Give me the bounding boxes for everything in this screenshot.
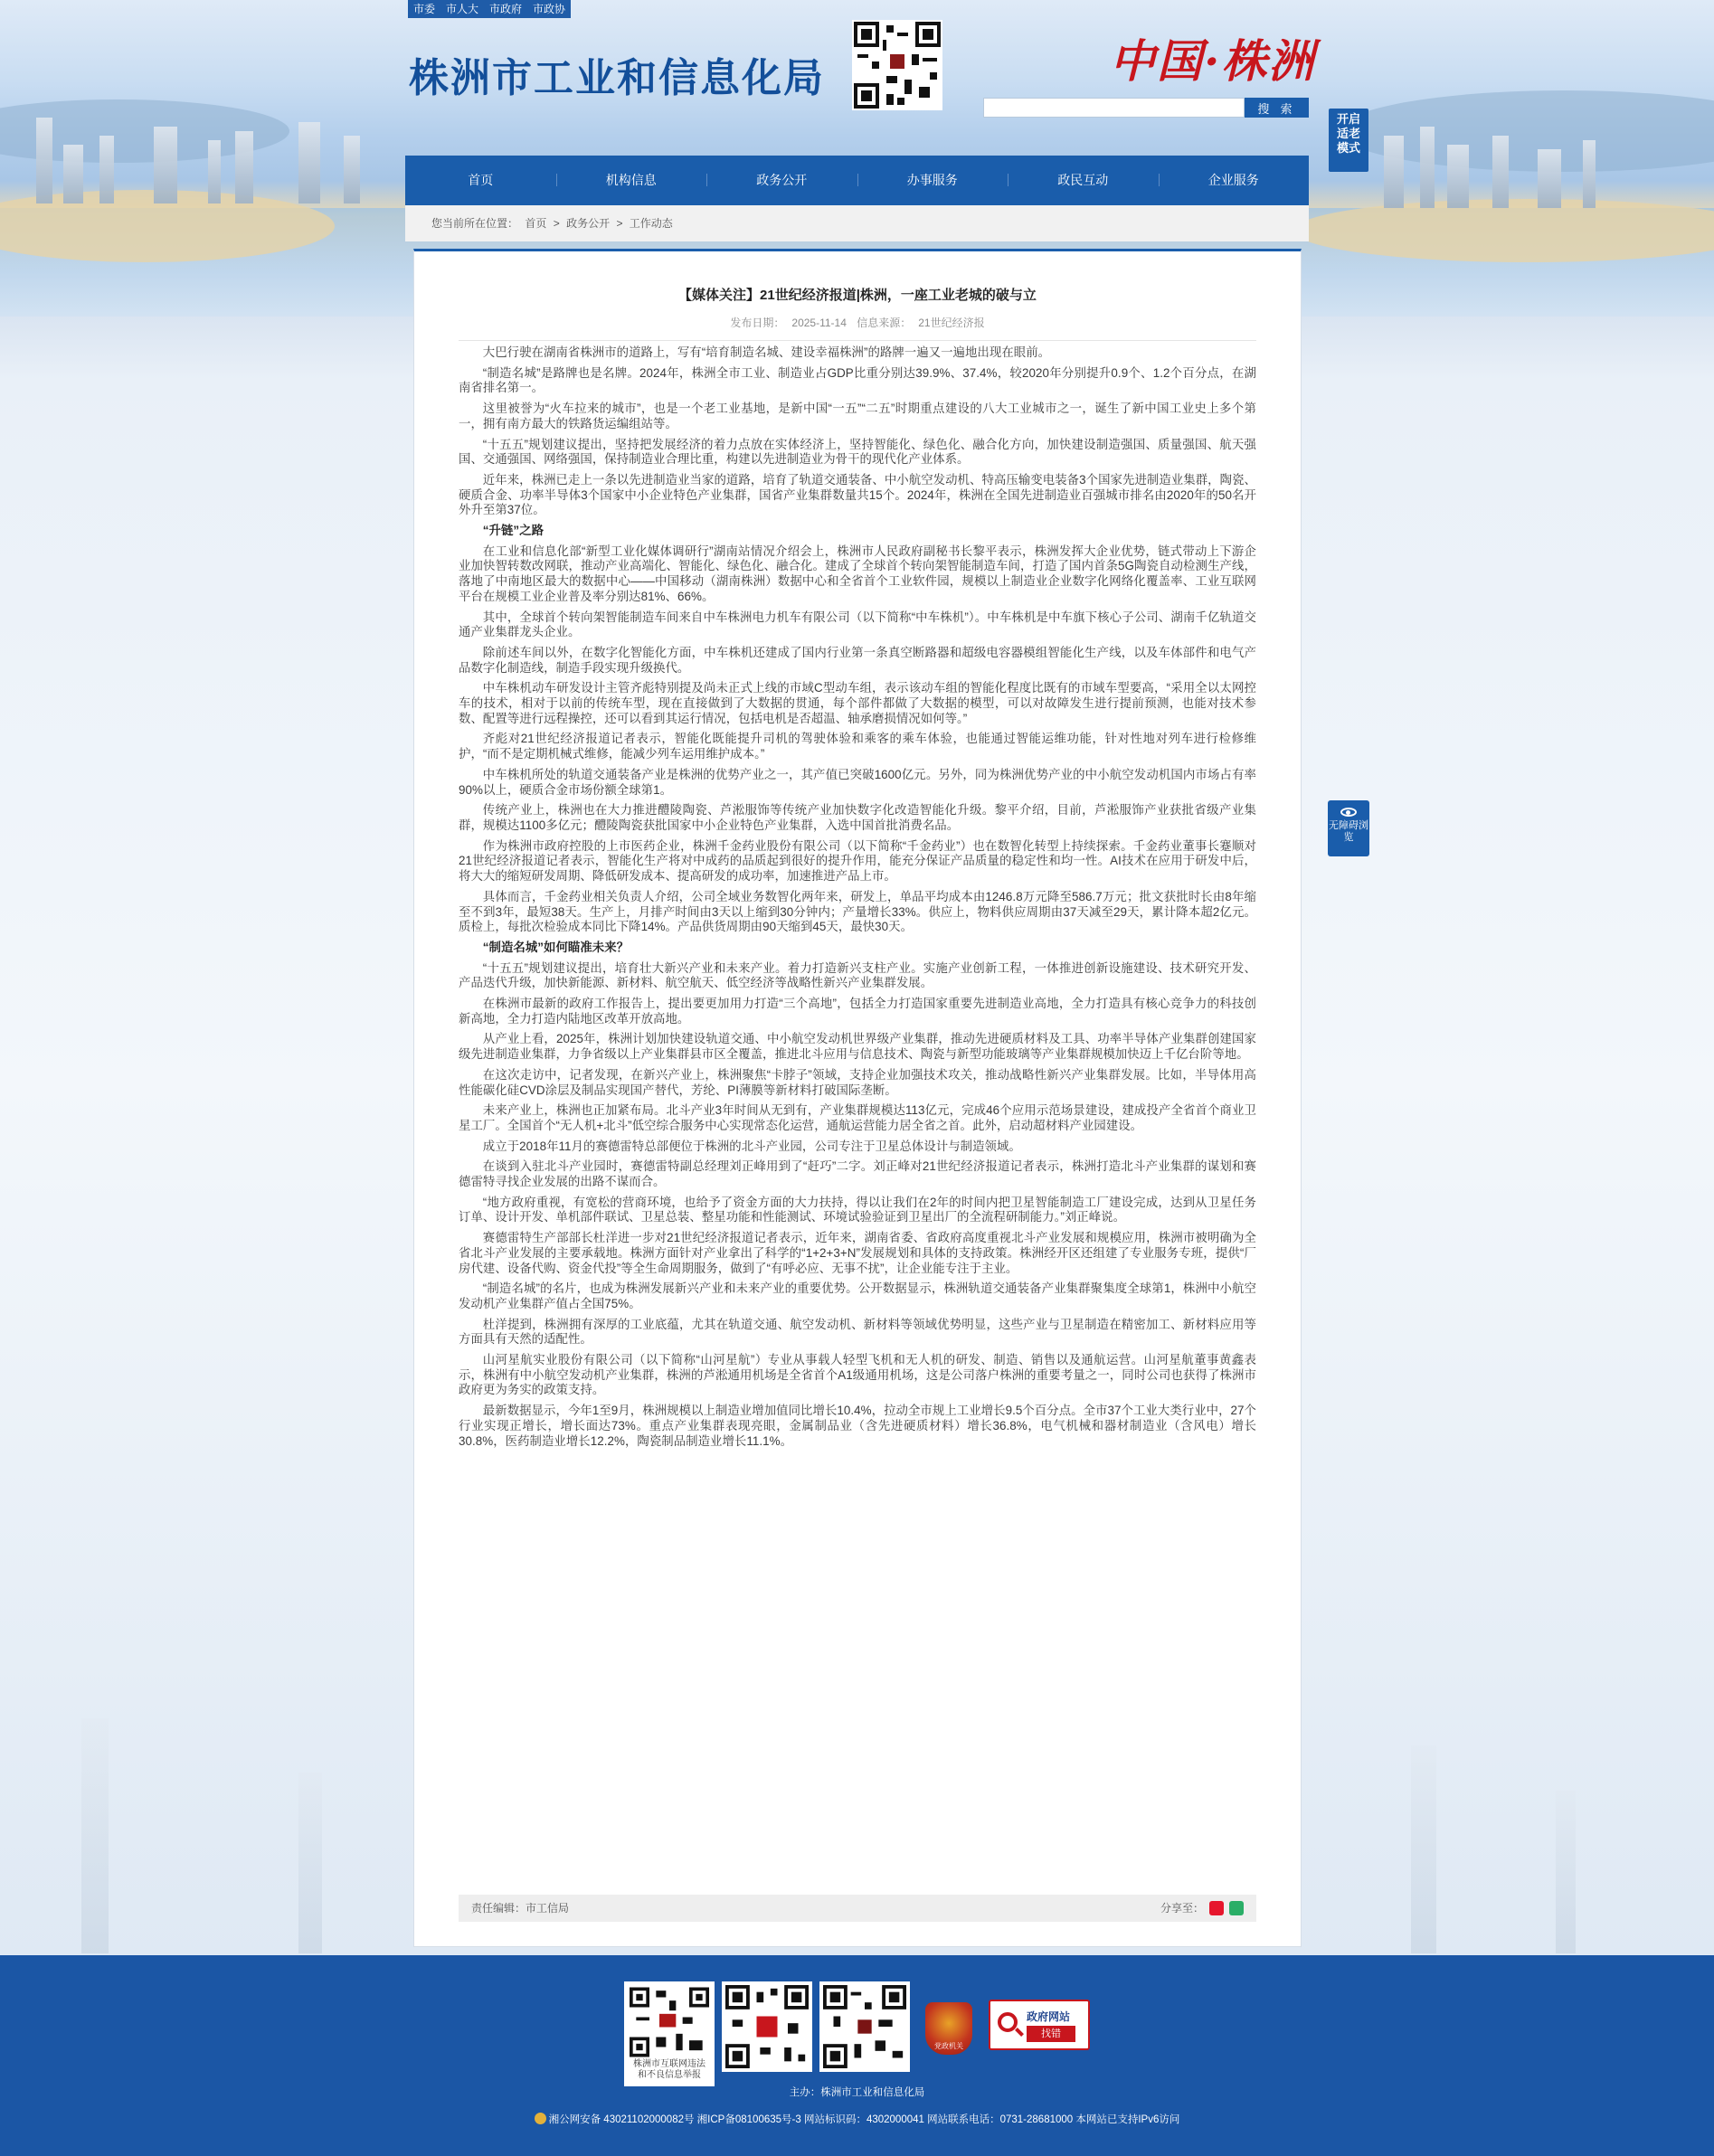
article-paragraph: 杜洋提到，株洲拥有深厚的工业底蕴，尤其在轨道交通、航空发动机、新材料等领域优势明显，这些产业与卫星制造在精密加工、新材料应用等方面具有天然的适配性。 — [459, 1317, 1256, 1347]
article-paragraph: “十五五”规划建议提出，培育壮大新兴产业和未来产业。着力打造新兴支柱产业。实施产业创新工程，一体推进创新设施建设、技术研究开发、产品迭代升级，加快新能源、新材料、航空航天、低空经济等战略性新兴产业集群发展。 — [459, 960, 1256, 990]
footer-host: 主办：株洲市工业和信息化局 — [789, 2087, 925, 2098]
magnifier-icon — [998, 2012, 1018, 2032]
qr-code-icon — [823, 1985, 906, 2068]
building-shape — [1556, 1791, 1576, 1953]
share-bar — [1160, 1895, 1244, 1922]
top-link-cppcc[interactable]: 市政协 — [533, 3, 566, 15]
nav-services[interactable]: 办事服务 — [857, 156, 1009, 205]
publish-date: 2025-11-14 — [791, 317, 847, 329]
elder-mode-button[interactable] — [1329, 109, 1368, 172]
share-label: 分享至： — [1160, 1902, 1204, 1915]
gov-website-error-badge[interactable] — [989, 2000, 1090, 2050]
nav-enterprise[interactable]: 企业服务 — [1159, 156, 1310, 205]
footer-qr-caption: 株洲市互联网违法和不良信息举报 — [633, 2059, 705, 2080]
building-shape — [154, 127, 177, 203]
breadcrumb-sep: > — [616, 217, 623, 230]
article-paragraph: 中车株机动车研发设计主管齐彪特别提及尚未正式上线的市域C型动车组，表示该动车组的智能化程度比既有的市域车型要高，“采用全以太网控车的技术，相对于以前的传统车型，现在直接做到了大数据的贯通，每个部件都做了大数据的模型，可以对故障发生进行提前预测，也能对技术参数、配置等进行远程操控，还可以看到其运行情况，包括电机是否超温、轴承磨损情况如何等。” — [459, 681, 1256, 725]
building-shape — [81, 1718, 109, 1953]
building-shape — [1384, 136, 1404, 208]
article-title: 【媒体关注】21世纪经济报道|株洲，一座工业老城的破与立 — [678, 288, 1037, 303]
article-paragraph: 在工业和信息化部“新型工业化媒体调研行”湖南站情况介绍会上，株洲市人民政府副秘书长黎平表示，株洲发挥大企业优势，链式带动上下游企业加快智转数改网联，推动产业高端化、智能化、绿色化、融合化。建成了全球首个转向架智能制造车间，打造了国内首条5G陶瓷自动检测生产线，落地了中南地区最大的数据中心——中国移动（湖南株洲）数据中心和全省首个工业软件园，规模以上制造业企业数字化网络化覆盖率、工业互联网平台在规模工业企业普及率分别达81%、66%。 — [459, 544, 1256, 603]
building-shape — [99, 136, 114, 203]
nav-gov-affairs[interactable]: 政务公开 — [706, 156, 857, 205]
top-link-party[interactable]: 市委 — [413, 3, 436, 15]
gov-badge-title: 政府网站 — [1027, 2010, 1071, 2023]
breadcrumb-label: 您当前所在位置： — [431, 217, 519, 230]
article-paragraph: “地方政府重视，有宽松的营商环境，也给予了资金方面的大力扶持，得以让我们在2年的时间内把卫星智能制造工厂建设完成，达到从卫星任务订单、设计开发、单机部件联试、卫星总装、整星功能和性能测试、环境试验验证到卫星出厂的全流程研制能力。”刘正峰说。 — [459, 1195, 1256, 1225]
article-paragraph: 具体而言，千金药业相关负责人介绍，公司全域业务数智化两年来，研发上，单品平均成本由1246.8万元降至586.7万元；批文获批时长由8年缩至不到3年，最短38天。生产上，月排产时间由3天以上缩到30分钟内；产量增长33%。供应上，物料供应周期由37天减至29天，累计降本超2亿元。质检上，每批次检验成本同比下降14%。产品供货周期由90天缩到45天，最快30天。 — [459, 889, 1256, 934]
building-shape — [344, 136, 360, 203]
article-subheading: “制造名城”如何瞄准未来？ — [482, 940, 630, 954]
site-title[interactable]: 株洲市工业和信息化局 — [409, 55, 825, 101]
breadcrumb-home[interactable]: 首页 — [525, 217, 547, 230]
footer-qr-wechat[interactable] — [722, 1981, 812, 2072]
top-link-congress[interactable]: 市人大 — [446, 3, 479, 15]
wechat-icon[interactable] — [1229, 1901, 1244, 1915]
building-shape — [208, 140, 221, 203]
article-meta — [414, 315, 1301, 330]
building-shape — [235, 131, 253, 203]
source-label: 信息来源： — [857, 317, 912, 329]
article-paragraph: “制造名城”是路牌也是名牌。2024年，株洲全市工业、制造业占GDP比重分别达39.9%、37.4%，较2020年分别提升0.9个、1.2个百分点，在湖南省排名第一。 — [459, 365, 1256, 395]
editor-info — [471, 1895, 569, 1922]
nav-interaction[interactable]: 政民互动 — [1008, 156, 1159, 205]
search-bar — [983, 98, 1309, 118]
weibo-icon[interactable] — [1209, 1901, 1224, 1915]
article-paragraph: 其中，全球首个转向架智能制造车间来自中车株洲电力机车有限公司（以下简称“中车株机”）。中车株机是中车旗下核心子公司、湖南千亿轨道交通产业集群龙头企业。 — [459, 610, 1256, 639]
accessibility-eye-icon — [1340, 808, 1357, 817]
top-link-government[interactable]: 市政府 — [489, 3, 523, 15]
qr-code-icon — [630, 1987, 709, 2057]
article-paragraph: 齐彪对21世纪经济报道记者表示，智能化既能提升司机的驾驶体验和乘客的乘车体验，也能通过智能运维功能，针对性地对列车进行检修维护，“而不是定期机械式维修，能减少列车运用维护成本。” — [459, 732, 1256, 761]
qr-code-icon — [725, 1985, 809, 2068]
building-shape — [63, 145, 83, 203]
party-gov-emblem-label: 党政机关 — [934, 2042, 963, 2050]
accessibility-button[interactable] — [1328, 800, 1369, 856]
building-shape — [1492, 136, 1509, 208]
article-paragraph: 山河星航实业股份有限公司（以下简称“山河星航”）专业从事载人轻型飞机和无人机的研发、制造、销售以及通航运营。山河星航董事黄鑫表示，株洲有中小航空发动机产业集群，株洲的芦淞通用机场是全省首个A1级通用机场，这是公司落户株洲的重要考量之一，同时公司也获得了株洲市政府更为务实的政策支持。 — [459, 1353, 1256, 1397]
building-shape — [1447, 145, 1469, 208]
article-paragraph: 在株洲市最新的政府工作报告上，提出要更加用力打造“三个高地”，包括全力打造国家重要先进制造业高地，全力打造具有核心竞争力的科技创新高地，全力打造内陆地区改革开放高地。 — [459, 997, 1256, 1026]
article-body — [459, 345, 1256, 1454]
article-paragraph: 未来产业上，株洲也正加紧布局。北斗产业3年时间从无到有，产业集群规模达113亿元，完成46个应用示范场景建设，建成投产全省首个商业卫星工厂。全国首个“无人机+北斗”低空综合服务中心实现常态化运营，通航运营能力居全省之首。此外，启动超材料产业园建设。 — [459, 1103, 1256, 1132]
party-gov-emblem[interactable] — [925, 2002, 972, 2055]
article-paragraph: 从产业上看，2025年，株洲计划加快建设轨道交通、中小航空发动机世界级产业集群，推动先进硬质材料及工具、功率半导体产业集群创建国家级先进制造业集群，力争省级以上产业集群县市区全覆盖，推进北斗应用与信息技术、陶瓷与新型功能玻璃等产业集群规模加快迈上千亿台阶等地。 — [459, 1032, 1256, 1062]
footer-qr-report[interactable] — [624, 1981, 715, 2086]
source: 21世纪经济报 — [918, 317, 985, 329]
article-panel — [413, 249, 1302, 1947]
building-shape — [1420, 127, 1435, 208]
article-paragraph: 近年来，株洲已走上一条以先进制造业当家的道路，培育了轨道交通装备、中小航空发动机、特高压输变电装备3个国家先进制造业集群，陶瓷、硬质合金、功率半导体3个国家中小企业特色产业集群，国省产业集群数量共15个。2024年，株洲在全国先进制造业百强城市排名由2020年的50名开外升至第37位。 — [459, 472, 1256, 517]
main-navigation — [405, 156, 1309, 205]
article-paragraph: 成立于2018年11月的赛德雷特总部便位于株洲的北斗产业园，公司专注于卫星总体设计与制造领域。 — [482, 1139, 1021, 1153]
building-shape — [36, 118, 52, 203]
article-paragraph: 在这次走访中，记者发现，在新兴产业上，株洲聚焦“卡脖子”领域，支持企业加强技术攻关，推动战略性新兴产业集群发展。比如，半导体用高性能碳化硅CVD涂层及制品实现国产替代，芳纶、PI薄膜等新材料打破国际垄断。 — [459, 1067, 1256, 1097]
elder-mode-label: 开启适老模式 — [1336, 112, 1360, 155]
building-shape — [298, 1773, 322, 1953]
building-shape — [1411, 1745, 1436, 1953]
footer — [0, 1955, 1714, 2156]
accessibility-label: 无障碍浏览 — [1329, 820, 1368, 843]
building-shape — [1583, 140, 1596, 208]
header-qr-code — [852, 20, 942, 110]
article-paragraph: 传统产业上，株洲也在大力推进醴陵陶瓷、芦淞服饰等传统产业加快数字化改造智能化升级。黎平介绍，目前，芦淞服饰产业获批省级产业集群，规模达1100多亿元；醴陵陶瓷获批国家中小企业特色产业集群，入选中国首批消费名品。 — [459, 803, 1256, 832]
article-paragraph: 中车株机所处的轨道交通装备产业是株洲的优势产业之一，其产值已突破1600亿元。另外，同为株洲优势产业的中小航空发动机国内市场占有率90%以上，硬质合金市场份额全球第1。 — [459, 767, 1256, 797]
search-input[interactable] — [983, 98, 1245, 118]
editor-name: 市工信局 — [526, 1902, 570, 1915]
top-links — [408, 0, 571, 18]
breadcrumb-sep: > — [553, 217, 560, 230]
article-paragraph: 大巴行驶在湖南省株洲市的道路上，写有“培育制造名城、建设幸福株洲”的路牌一遍又一遍地出现在眼前。 — [482, 345, 1051, 359]
article-subheading: “升链”之路 — [482, 524, 545, 538]
article-paragraph: 最新数据显示，今年1至9月，株洲规模以上制造业增加值同比增长10.4%，拉动全市规上工业增长9.5个百分点。全市37个工业大类行业中，27个行业实现正增长，增长面达73%。重点产业集群表现亮眼，金属制品业（含先进硬质材料）增长36.8%，电气机械和器材制造业（含风电）增长30.8%，医药制造业增长12.2%，陶瓷制品制造业增长11.1%。 — [459, 1404, 1256, 1448]
article-paragraph: 除前述车间以外，在数字化智能化方面，中车株机还建成了国内行业第一条真空断路器和超级电容器模组智能化生产线，以及车体部件和电气产品数字化制造线，制造手段实现升级换代。 — [459, 645, 1256, 675]
article-paragraph: 赛德雷特生产部部长杜洋进一步对21世纪经济报道记者表示，近年来，湖南省委、省政府高度重视北斗产业发展和规模应用，株洲市被明确为全省北斗产业发展的主要承载地。株洲方面针对产业拿出了科学的“1+2+3+N”发展规划和具体的支持政策。株洲经开区还组建了专业服务专班，提供“厂房代建、设备代购、资金代投”等全生命周期服务，做到了“有呼必应、无事不扰”，让企业能专注于主业。 — [459, 1231, 1256, 1275]
publish-date-label: 发布日期： — [730, 317, 785, 329]
article-paragraph: 作为株洲市政府控股的上市医药企业，株洲千金药业股份有限公司（以下简称“千金药业”）也在数智化转型上持续探索。千金药业董事长蹇顺对21世纪经济报道记者表示，智能化生产将对中成药的品质起到很好的提升作用，能充分保证产品质量的稳定性和均一性。AI技术在应用于研发中后，将大大的缩短研发周期、降低研发成本、提高研发的成功率，加速推进产品上市。 — [459, 838, 1256, 884]
footer-icp — [0, 2112, 1714, 2126]
gov-badge-action: 找错 — [1027, 2026, 1075, 2042]
police-badge-icon — [535, 2113, 546, 2124]
footer-qr-app[interactable] — [819, 1981, 910, 2072]
breadcrumb-gov-affairs[interactable]: 政务公开 — [566, 217, 611, 230]
qr-code-icon — [854, 22, 941, 109]
nav-home[interactable]: 首页 — [468, 173, 494, 187]
search-button[interactable]: 搜 索 — [1245, 98, 1309, 118]
article-paragraph: “十五五”规划建议提出，坚持把发展经济的着力点放在实体经济上，坚持智能化、绿色化、融合化方向，加快建设制造强国、质量强国、航天强国、交通强国、网络强国，保持制造业合理比重，构建以先进制造业为骨干的现代化产业体系。 — [459, 437, 1256, 467]
brand-logo-china-zhuzhou: 中国·株洲 — [1110, 34, 1316, 88]
building-shape — [298, 122, 320, 203]
divider — [459, 340, 1256, 341]
article-paragraph: 在谈到入驻北斗产业园时，赛德雷特副总经理刘正峰用到了“赶巧”二字。刘正峰对21世纪经济报道记者表示，株洲打造北斗产业集群的谋划和赛德雷特寻找企业发展的出路不谋而合。 — [459, 1159, 1256, 1189]
nav-org-info[interactable]: 机构信息 — [556, 156, 707, 205]
article-paragraph: “制造名城”的名片，也成为株洲发展新兴产业和未来产业的重要优势。公开数据显示，株洲轨道交通装备产业集群聚集度全球第1，株洲中小航空发动机产业集群产值占全国75%。 — [459, 1281, 1256, 1310]
breadcrumb — [405, 205, 1309, 241]
footer-icp-text: 湘公网安备 43021102000082号 湘ICP备08100635号-3 网站标识码：4302000041 网站联系电话：0731-28681000 本网站已支持IPv6访问 — [548, 2114, 1180, 2125]
building-shape — [1538, 149, 1561, 208]
article-paragraph: 这里被誉为“火车拉来的城市”，也是一个老工业基地，是新中国“一五”“二五”时期重点建设的八大工业城市之一，诞生了新中国工业史上多个第一，拥有南方最大的铁路货运编组站等。 — [459, 402, 1256, 430]
article-footer — [459, 1895, 1256, 1922]
breadcrumb-work-news[interactable]: 工作动态 — [629, 217, 673, 230]
editor-label: 责任编辑： — [471, 1902, 526, 1915]
